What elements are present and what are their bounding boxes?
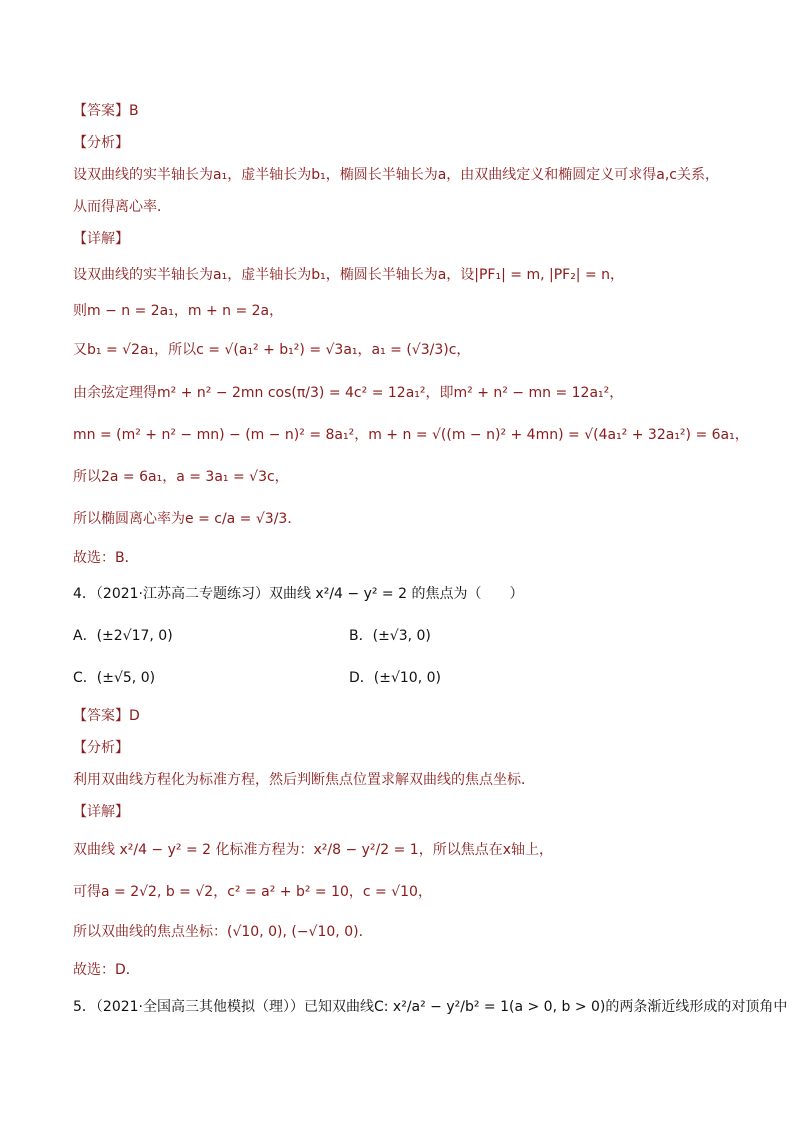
analysis-tag-q4: 【分析】: [73, 740, 129, 756]
question-4-stem: 4．（2021·江苏高二专题练习）双曲线 x²/4 − y² = 2 的焦点为（ ）: [73, 586, 524, 602]
analysis-tag-q3: 【分析】: [73, 135, 129, 151]
question-5-stem: 5．（2021·全国高三其他模拟（理））已知双曲线C: x²/a² − y²/b² = 1(a > 0, b > 0)的两条渐近线形成的对顶角中: [73, 999, 788, 1015]
detail-q3-line1: 设双曲线的实半轴长为a₁，虚半轴长为b₁，椭圆长半轴长为a，设|PF₁| = m, |PF₂| = n，: [73, 267, 625, 283]
detail-q3-line7: 所以椭圆离心率为e = c/a = √3/3．: [73, 511, 302, 527]
analysis-text-q3-line1: 设双曲线的实半轴长为a₁，虚半轴长为b₁，椭圆长半轴长为a，由双曲线定义和椭圆定义可求得a,c关系，: [73, 167, 719, 183]
detail-q3-line6: 所以2a = 6a₁，a = 3a₁ = √3c，: [73, 469, 289, 485]
q4-option-d: D．(±√10, 0): [349, 670, 441, 686]
analysis-text-q3-line2: 从而得离心率．: [73, 199, 171, 215]
q4-option-c: C．(±√5, 0): [73, 670, 156, 686]
detail-q3-line2: 则m − n = 2a₁，m + n = 2a，: [73, 303, 284, 319]
detail-q3-line4: 由余弦定理得m² + n² − 2mn cos(π/3) = 4c² = 12a₁²，即m² + n² − mn = 12a₁²，: [73, 385, 624, 401]
detail-tag-q3: 【详解】: [73, 231, 129, 247]
detail-tag-q4: 【详解】: [73, 804, 129, 820]
detail-q3-line8: 故选：B．: [73, 550, 139, 566]
detail-q4-line4: 故选：D．: [73, 962, 140, 978]
detail-q3-line3: 又b₁ = √2a₁，所以c = √(a₁² + b₁²) = √3a₁，a₁ = (√3/3)c，: [73, 342, 471, 358]
detail-q4-line3: 所以双曲线的焦点坐标：(√10, 0), (−√10, 0)．: [73, 924, 373, 940]
q4-option-a: A．(±2√17, 0): [73, 628, 173, 644]
q4-option-b: B．(±√3, 0): [349, 628, 431, 644]
detail-q4-line2: 可得a = 2√2, b = √2，c² = a² + b² = 10，c = √10，: [73, 884, 432, 900]
answer-tag-q4: 【答案】D: [73, 708, 140, 724]
answer-tag-q3: 【答案】B: [73, 103, 139, 119]
analysis-text-q4: 利用双曲线方程化为标准方程，然后判断焦点位置求解双曲线的焦点坐标．: [73, 772, 535, 788]
detail-q4-line1: 双曲线 x²/4 − y² = 2 化标准方程为：x²/8 − y²/2 = 1，所以焦点在x轴上，: [73, 842, 553, 858]
detail-q3-line5: mn = (m² + n² − mn) − (m − n)² = 8a₁²，m + n = √((m − n)² + 4mn) = √(4a₁² + 32a₁²) = 6a₁，: [73, 427, 749, 443]
